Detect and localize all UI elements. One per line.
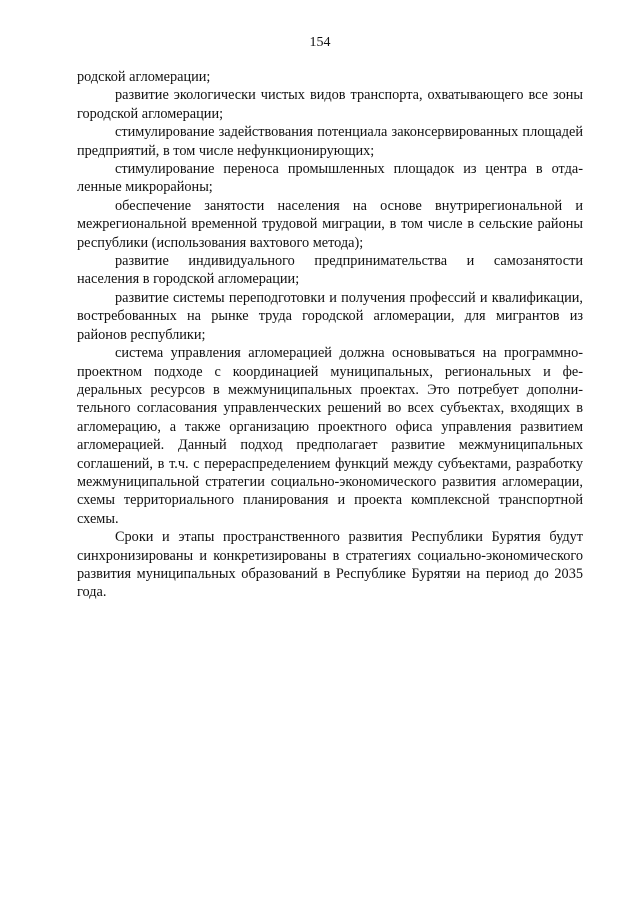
paragraph-entrepreneurship: развитие индивидуального предпринимательства и самозанятости населения в городской агломерации; xyxy=(77,253,583,288)
paragraph-retraining: развитие системы переподготовки и получения профессий и квалификации, востребованных на рынке труда городской агломерации, для мигрантов из районов республики; xyxy=(77,289,583,343)
document-body xyxy=(77,68,583,602)
paragraph-timelines: Сроки и этапы пространственного развития Республики Бурятия будут синхронизированы и конкретизированы в стратегиях социально-экономического развития муниципальных образований в Республике Бурятяи на период до 2035 года. xyxy=(77,529,583,601)
paragraph-conserved-sites: стимулирование задействования потенциала законсервированных площадей предприятий, в том числе нефункционирующих; xyxy=(77,124,583,159)
paragraph-industrial-relocation: стимулирование переноса промышленных площадок из центра в отдаленные микрорайоны; xyxy=(77,161,583,196)
paragraph-employment-migration: обеспечение занятости населения на основе внутрирегиональной и межрегиональной временной трудовой миграции, в том числе в сельские районы республики (использования вахтового метода); xyxy=(77,197,583,251)
paragraph-eco-transport: развитие экологически чистых видов транспорта, охватывающего все зоны городской агломерации; xyxy=(77,87,583,122)
paragraph-agglomeration-management: система управления агломерацией должна основываться на программно-проектном подходе с координацией муниципальных, региональных и федеральных ресурсов в межмуниципальных проектах. Это потребует дополнительного согласования управленческих решений во всех субъектах, входящих в агломерацию, а также организацию проектного офиса управления развитием агломерацией. Данный подход предполагает развитие межмуниципальных соглашений, в т.ч. с перераспределением функций между субъектами, разработку межмуниципальной стратегии социально-экономического развития агломерации, схемы территориального планирования и проекта комплексной транспортной схемы. xyxy=(77,345,583,527)
paragraph-continuation: родской агломерации; xyxy=(77,69,211,85)
page-number: 154 xyxy=(309,35,331,50)
